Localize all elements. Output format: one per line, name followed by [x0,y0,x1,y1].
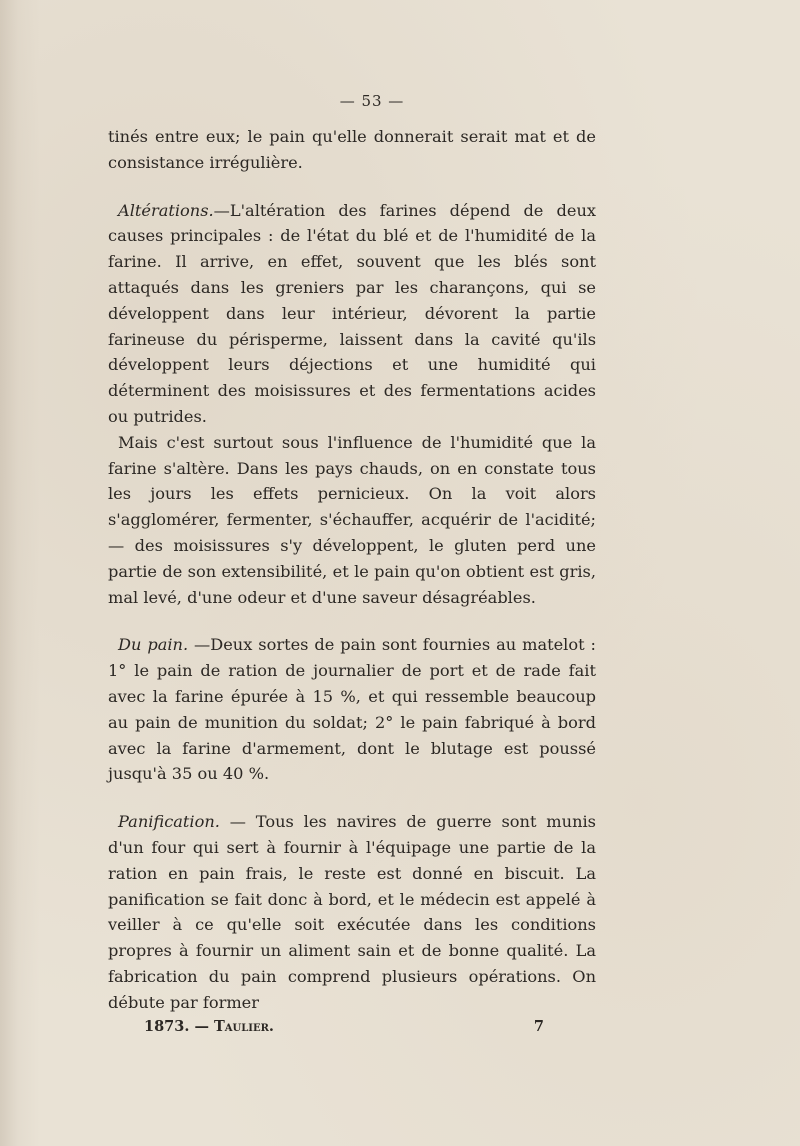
page-footer [108,1018,596,1035]
section-heading-alterations: Altérations. [118,200,214,220]
paragraph-text: —Deux sortes de pain sont fournies au matelot : 1° le pain de ration de journalier de port et de rade fait avec la farine épurée à 15 %, et qui ressemble beaucoup au pain de munition du soldat; 2° le pain fabriqué à bord avec la farine d'armement, dont le blutage est poussé jusqu'à 35 ou 40 %. [108,635,596,784]
page-number: — 53 — [339,92,405,110]
paragraph-text: —L'altération des farines dépend de deux causes principales : de l'état du blé et de l'humidité de la farine. Il arrive, en effet, souvent que les blés sont attaqués dans les greniers par les charançons, qui se développent dans leur intérieur, dévorent la partie farineuse du périsperme, laissent dans la cavité qu'ils développent leurs déjections et une humidité qui déterminent des moisissures et des fermentations acides ou putrides. [108,200,596,426]
paragraph-text: Mais c'est surtout sous l'influence de l'humidité que la farine s'altère. Dans les pays chauds, on en constate tous les jours les effets pernicieux. On la voit alors s'agglomérer, fermenter, s'échauffer, acquérir de l'acidité; — des moisissures s'y développent, le gluten perd une partie de son extensibilité, et le pain qu'on obtient est gris, mal levé, d'une odeur et d'une saveur désagréables. [108,432,596,607]
paragraph-text: tinés entre eux; le pain qu'elle donnerait serait mat et de consistance irrégulière. [108,127,596,172]
book-page [108,92,596,1035]
section-heading-panification: Panification. [118,812,220,832]
paragraph-du-pain [108,632,596,787]
paragraph-humidite [108,430,596,611]
footer-sheet-number: 7 [533,1017,544,1035]
paragraph-panification [108,809,596,1015]
paragraph-continuation [108,124,596,176]
paragraph-alterations [108,198,596,430]
paragraph-text: — Tous les navires de guerre sont munis d'un four qui sert à fournir à l'équipage une partie de la ration en pain frais, le reste est donné en biscuit. La panification se fait donc à bord, et le médecin est appelé à veiller à ce qu'elle soit exécutée dans les conditions propres à fournir un aliment sain et de bonne qualité. La fabrication du pain comprend plusieurs opérations. On débute par former [108,812,596,1012]
section-heading-du-pain: Du pain. [118,635,189,655]
footer-signature: 1873. — Taulier. [144,1017,274,1035]
